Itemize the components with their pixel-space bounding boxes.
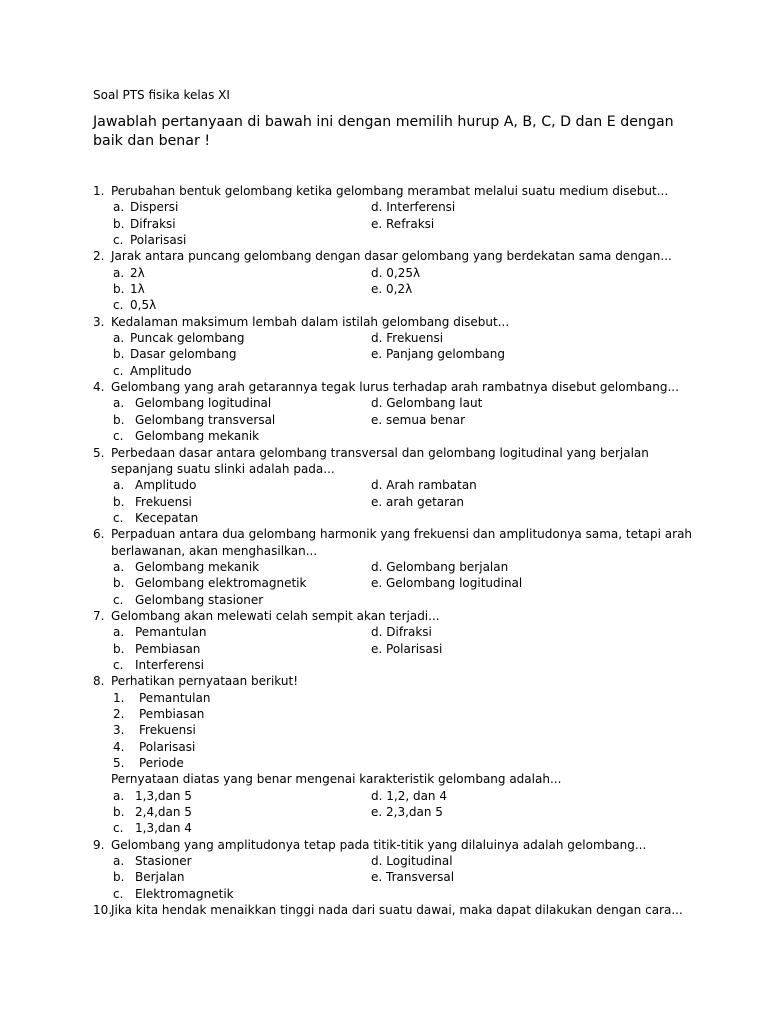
option-text: Dispersi <box>130 200 179 215</box>
option-letter: a. <box>113 396 125 411</box>
option-row <box>93 232 683 248</box>
option-letter: c. <box>113 298 124 313</box>
question-number: 5. <box>93 445 105 460</box>
option-letter: b. <box>113 494 125 509</box>
question-text: Perubahan bentuk gelombang ketika gelombang merambat melalui suatu medium disebut... <box>111 184 669 198</box>
question-number: 1. <box>93 184 105 198</box>
question-text: sepanjang suatu slinki adalah pada... <box>111 461 335 476</box>
question-text: Gelombang yang amplitudonya tetap pada titik-titik yang dilaluinya adalah gelombang... <box>111 837 647 852</box>
question-number: 9. <box>93 837 105 852</box>
option-letter: c. <box>113 233 124 248</box>
option-text: 2,4,dan 5 <box>135 805 192 820</box>
option-row <box>93 869 683 885</box>
option-letter: b. <box>113 641 125 656</box>
option-right: e. Refraksi <box>371 216 435 231</box>
option-text: Amplitudo <box>135 478 197 493</box>
option-letter: a. <box>113 559 125 574</box>
option-letter: b. <box>113 870 125 885</box>
question-list <box>93 183 693 918</box>
option-row <box>93 494 683 510</box>
question-line <box>93 183 683 199</box>
option-text: Polarisasi <box>130 233 187 248</box>
option-text: 1,3,dan 4 <box>135 821 192 836</box>
option-text: 1λ <box>130 282 145 297</box>
option-right: e. Transversal <box>371 870 455 885</box>
option-text: 2λ <box>130 265 145 280</box>
option-text: Pembiasan <box>135 641 201 656</box>
option-text: Elektromagnetik <box>135 886 234 901</box>
option-text: Pemantulan <box>135 625 207 640</box>
option-right: d. Logitudinal <box>371 854 453 869</box>
option-right: d. Gelombang laut <box>371 396 483 411</box>
option-letter: b. <box>113 805 125 820</box>
question-line <box>93 837 683 853</box>
question-text: Gelombang akan melewati celah sempit akan terjadi... <box>111 608 440 623</box>
question-number: 8. <box>93 674 105 689</box>
option-row <box>93 346 683 362</box>
option-row <box>93 559 683 575</box>
option-text: Berjalan <box>135 870 185 885</box>
statement-number: 3. <box>113 723 125 738</box>
option-text: Gelombang transversal <box>135 412 276 427</box>
statement-number: 2. <box>113 707 125 721</box>
question-line <box>93 445 683 461</box>
option-letter: b. <box>113 282 125 297</box>
option-letter: b. <box>113 216 125 231</box>
option-row <box>93 592 683 608</box>
question-line <box>93 543 683 559</box>
question-number: 3. <box>93 314 105 329</box>
option-row <box>93 886 683 902</box>
option-row <box>93 363 683 379</box>
statement-number: 5. <box>113 756 125 771</box>
option-row <box>93 657 683 673</box>
option-row <box>93 199 683 215</box>
question-7 <box>93 608 683 673</box>
option-row <box>93 412 683 428</box>
option-text: 1,3,dan 5 <box>135 788 192 803</box>
instruction-text: Jawablah pertanyaan di bawah ini dengan memilih hurup A, B, C, D dan E dengan baik dan benar ! <box>93 114 674 149</box>
option-text: 0,5λ <box>130 298 157 313</box>
option-letter: c. <box>113 592 124 607</box>
option-letter: a. <box>113 788 125 803</box>
option-row <box>93 395 683 411</box>
option-right: d. Gelombang berjalan <box>371 559 509 574</box>
option-letter: c. <box>113 510 124 525</box>
option-text: Kecepatan <box>135 510 199 525</box>
option-row <box>93 297 683 313</box>
option-letter: c. <box>113 429 124 444</box>
option-letter: a. <box>113 200 125 215</box>
option-row <box>93 641 683 657</box>
question-9 <box>93 837 683 902</box>
statement-text: Pembiasan <box>139 707 205 721</box>
question-text: Jarak antara puncang gelombang dengan dasar gelombang yang berdekatan sama dengan... <box>111 249 672 264</box>
option-right: d. 0,25λ <box>371 265 421 280</box>
option-row <box>93 820 683 836</box>
option-row <box>93 575 683 591</box>
option-right: e. Panjang gelombang <box>371 347 505 362</box>
option-row <box>93 281 683 297</box>
option-row <box>93 330 683 346</box>
question-text: Gelombang yang arah getarannya tegak lurus terhadap arah rambatnya disebut gelombang... <box>111 380 679 395</box>
question-line <box>93 248 683 264</box>
option-letter: b. <box>113 576 125 591</box>
option-text: Gelombang logitudinal <box>135 396 272 411</box>
option-text: Amplitudo <box>130 363 192 378</box>
option-right: e. semua benar <box>371 412 466 427</box>
question-text: Kedalaman maksimum lembah dalam istilah gelombang disebut... <box>111 314 510 329</box>
question-number: 7. <box>93 608 105 623</box>
statement-text: Periode <box>139 756 184 771</box>
option-row <box>93 510 683 526</box>
question-line <box>93 461 683 477</box>
question-number: 2. <box>93 249 105 264</box>
option-letter: b. <box>113 347 125 362</box>
option-row <box>93 853 683 869</box>
option-text: Gelombang stasioner <box>135 592 264 607</box>
option-text: Puncak gelombang <box>130 331 245 346</box>
option-letter: b. <box>113 412 125 427</box>
option-row <box>93 477 683 493</box>
option-text: Frekuensi <box>135 494 192 509</box>
question-text: berlawanan, akan menghasilkan... <box>111 543 318 558</box>
question-text: Perpaduan antara dua gelombang harmonik yang frekuensi dan amplitudonya sama, tetapi arah <box>111 527 693 542</box>
option-text: Gelombang mekanik <box>135 559 260 574</box>
document-title: Soal PTS fisika kelas XI <box>93 88 230 102</box>
question-3 <box>93 314 683 379</box>
option-row <box>93 788 683 804</box>
option-text: Dasar gelombang <box>130 347 237 362</box>
statement-text: Polarisasi <box>139 739 196 754</box>
question-line <box>93 526 693 542</box>
question-number: 4. <box>93 380 105 395</box>
option-right: e. arah getaran <box>371 494 465 509</box>
option-row <box>93 265 683 281</box>
option-letter: a. <box>113 854 125 869</box>
option-right: d. Arah rambatan <box>371 478 477 493</box>
statement-text: Pemantulan <box>139 690 211 705</box>
statement-number: 1. <box>113 690 125 705</box>
option-letter: a. <box>113 331 125 346</box>
option-row <box>93 428 683 444</box>
question-number: 6. <box>93 527 105 542</box>
question-4 <box>93 379 683 444</box>
option-text: Gelombang elektromagnetik <box>135 576 307 591</box>
question-line <box>93 608 683 624</box>
option-right: d. Frekuensi <box>371 331 444 346</box>
question-1 <box>93 183 683 248</box>
question-text: Jika kita hendak menaikkan tinggi nada dari suatu dawai, maka dapat dilakukan dengan cara... <box>111 903 683 918</box>
option-letter: a. <box>113 478 125 493</box>
question-8 <box>93 673 683 836</box>
option-letter: c. <box>113 886 124 901</box>
option-row <box>93 216 683 232</box>
option-text: Difraksi <box>130 216 176 231</box>
option-text: Interferensi <box>135 657 205 672</box>
question-text: Perbedaan dasar antara gelombang transversal dan gelombang logitudinal yang berjalan <box>111 445 649 460</box>
question-followup <box>93 771 683 787</box>
option-row <box>93 804 683 820</box>
statement-item <box>93 722 683 738</box>
option-right: e. 2,3,dan 5 <box>371 805 443 820</box>
option-letter: c. <box>113 657 124 672</box>
option-text: Gelombang mekanik <box>135 429 260 444</box>
option-right: e. Polarisasi <box>371 641 443 656</box>
question-text: Perhatikan pernyataan berikut! <box>111 674 299 689</box>
question-2 <box>93 248 683 313</box>
statement-item <box>93 739 683 755</box>
question-10 <box>93 902 683 918</box>
statement-item <box>93 706 683 722</box>
option-row <box>93 624 683 640</box>
statement-text: Frekuensi <box>139 723 196 738</box>
question-number: 10. <box>93 903 113 918</box>
option-right: d. Difraksi <box>371 625 432 640</box>
option-right: e. 0,2λ <box>371 282 413 297</box>
statement-item <box>93 755 683 771</box>
option-letter: a. <box>113 265 125 280</box>
option-letter: c. <box>113 363 124 378</box>
question-6 <box>93 526 693 608</box>
option-right: e. Gelombang logitudinal <box>371 576 523 591</box>
question-line <box>93 379 683 395</box>
option-right: d. Interferensi <box>371 200 456 215</box>
question-line <box>93 673 683 689</box>
option-letter: c. <box>113 821 124 836</box>
option-text: Stasioner <box>135 854 192 869</box>
statement-number: 4. <box>113 739 125 754</box>
option-right: d. 1,2, dan 4 <box>371 788 447 803</box>
question-line <box>93 314 683 330</box>
statement-item <box>93 690 683 706</box>
question-line <box>93 902 683 918</box>
question-followup-text: Pernyataan diatas yang benar mengenai karakteristik gelombang adalah... <box>111 772 562 787</box>
option-letter: a. <box>113 625 125 640</box>
question-5 <box>93 445 683 527</box>
